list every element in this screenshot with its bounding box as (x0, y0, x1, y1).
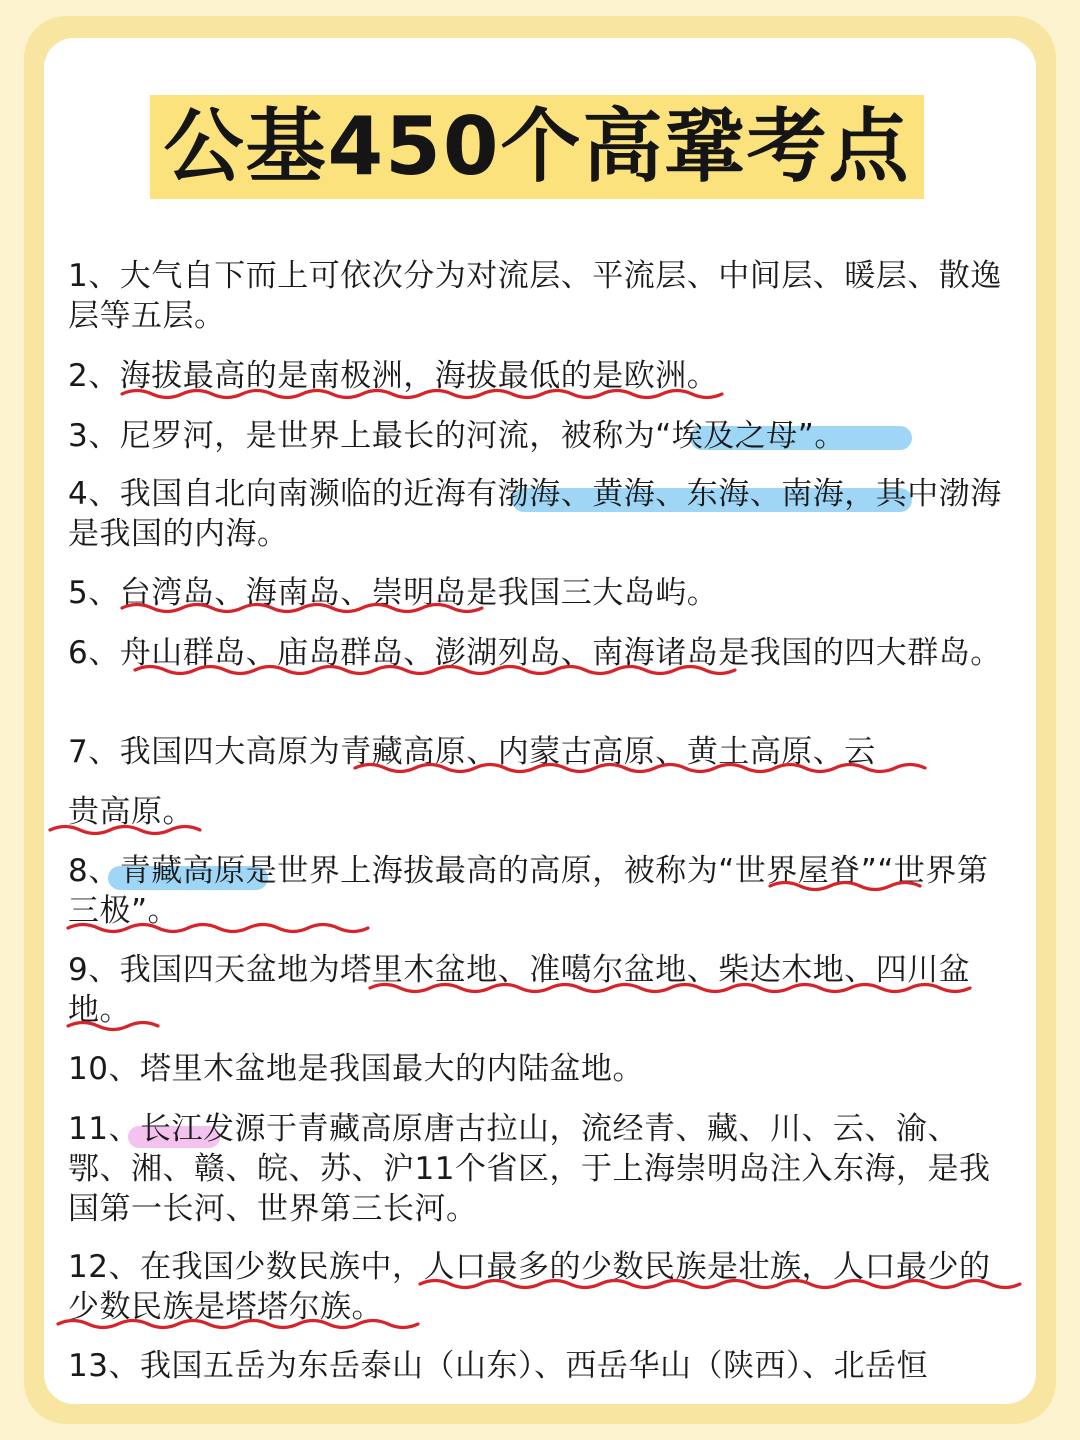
list-item: 8、青藏高原是世界上海拔最高的高原，被称为“世界屋脊”“世界第三极”。 (68, 853, 989, 929)
list-item: 3、尼罗河，是世界上最长的河流，被称为“埃及之母”。 (68, 418, 846, 454)
list-item: 13、我国五岳为东岳泰山（山东）、西岳华山（陕西）、北岳恒 (68, 1348, 928, 1384)
list-item: 9、我国四天盆地为塔里木盆地、准噶尔盆地、柴达木地、四川盆地。 (68, 952, 971, 1028)
list-item: 10、塔里木盆地是我国最大的内陆盆地。 (68, 1051, 644, 1087)
list-item: 11、长江发源于青藏高原唐古拉山，流经青、藏、川、云、渝、鄂、湘、赣、皖、苏、沪11个省区，于上海崇明岛注入东海，是我国第一长河、世界第三长河。 (68, 1111, 991, 1227)
page-title: 公基450个高鞏考点 (163, 100, 911, 193)
list-item: 1、大气自下而上可依次分为对流层、平流层、中间层、暖层、散逸层等五层。 (68, 258, 1002, 334)
list-item: 2、海拔最高的是南极洲，海拔最低的是欧洲。 (68, 358, 719, 394)
list-item: 12、在我国少数民族中，人口最多的少数民族是壮族，人口最少的少数民族是塔塔尔族。 (68, 1249, 991, 1325)
list-item: 4、我国自北向南濒临的近海有渤海、黄海、东海、南海，其中渤海是我国的内海。 (68, 476, 1002, 552)
list-item: 贵高原。 (68, 794, 194, 830)
list-item: 5、台湾岛、海南岛、崇明岛是我国三大岛屿。 (68, 575, 719, 611)
list-item: 7、我国四大高原为青藏高原、内蒙古高原、黄土高原、云 (68, 734, 876, 770)
list-item: 6、舟山群岛、庙岛群岛、澎湖列岛、南海诸岛是我国的四大群岛。 (68, 635, 1002, 671)
